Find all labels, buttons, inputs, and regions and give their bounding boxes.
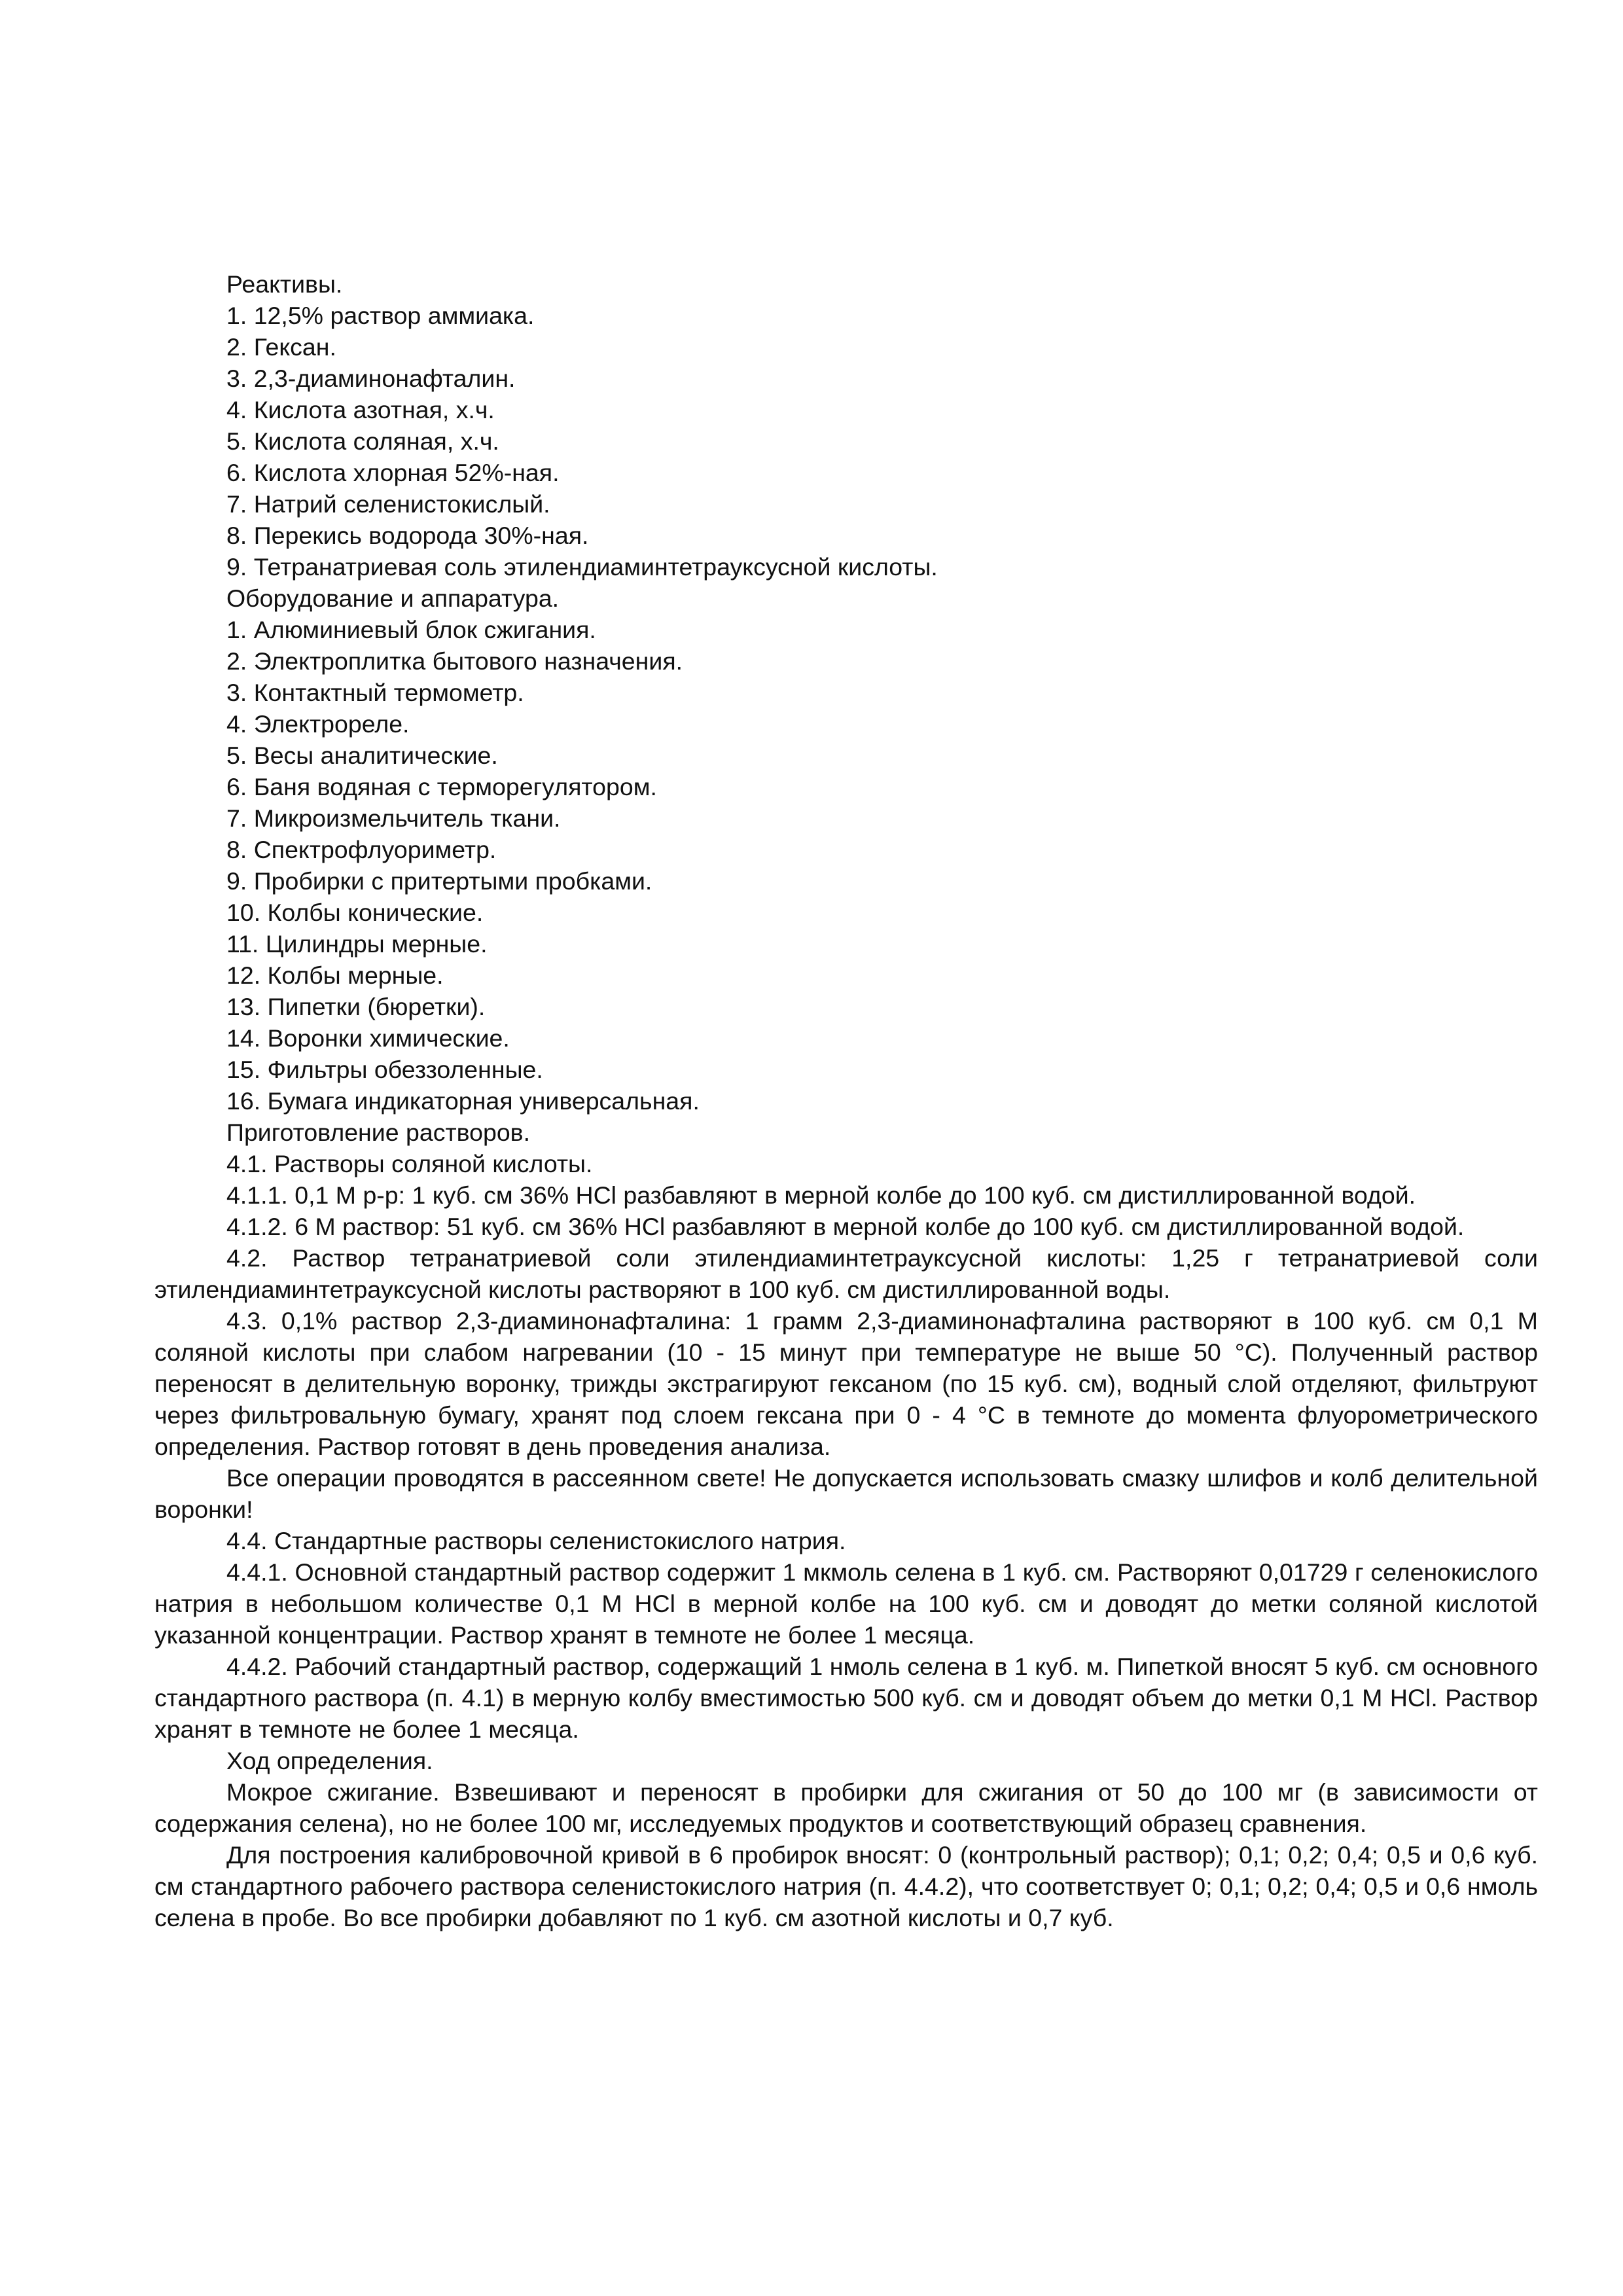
reagent-item: 8. Перекись водорода 30%-ная. xyxy=(226,522,589,549)
equipment-item: 14. Воронки химические. xyxy=(226,1024,510,1052)
equipment-item: 4. Электрореле. xyxy=(226,710,410,738)
reagent-item: 4. Кислота азотная, х.ч. xyxy=(226,396,495,423)
equipment-item: 11. Цилиндры мерные. xyxy=(226,930,488,958)
reagent-item: 7. Натрий селенистокислый. xyxy=(226,490,550,518)
equipment-item: 8. Спектрофлуориметр. xyxy=(226,836,497,863)
paragraph-4-1-2: 4.1.2. 6 М раствор: 51 куб. см 36% HCl разбавляют в мерной колбе до 100 куб. см дистиллированной водой. xyxy=(226,1213,1465,1240)
equipment-item: 2. Электроплитка бытового назначения. xyxy=(226,647,683,675)
equipment-item: 1. Алюминиевый блок сжигания. xyxy=(226,616,596,643)
reagent-item: 6. Кислота хлорная 52%-ная. xyxy=(226,459,560,486)
reagent-item: 2. Гексан. xyxy=(226,333,336,361)
equipment-item: 6. Баня водяная с терморегулятором. xyxy=(226,773,657,800)
procedure-heading: Ход определения. xyxy=(226,1747,433,1774)
reagent-item: 5. Кислота соляная, х.ч. xyxy=(226,427,499,455)
document-page xyxy=(154,268,1538,1933)
equipment-item: 7. Микроизмельчитель ткани. xyxy=(226,804,561,832)
equipment-heading: Оборудование и аппаратура. xyxy=(226,584,560,612)
paragraph-4-1-1: 4.1.1. 0,1 М р-р: 1 куб. см 36% HCl разбавляют в мерной колбе до 100 куб. см дистиллированной водой. xyxy=(226,1181,1416,1209)
section-4-1: 4.1. Растворы соляной кислоты. xyxy=(226,1150,593,1177)
reagent-item: 3. 2,3-диаминонафталин. xyxy=(226,365,516,392)
solutions-heading: Приготовление растворов. xyxy=(226,1119,531,1146)
paragraph-4-2: 4.2. Раствор тетранатриевой соли этилендиаминтетрауксусной кислоты: 1,25 г тетранатриевой соли этилендиаминтетрауксусной кислоты растворяют в 100 куб. см дистиллированной воды. xyxy=(154,1244,1538,1303)
equipment-item: 9. Пробирки с притертыми пробками. xyxy=(226,867,652,895)
equipment-item: 13. Пипетки (бюретки). xyxy=(226,993,486,1020)
paragraph-calibration: Для построения калибровочной кривой в 6 пробирок вносят: 0 (контрольный раствор); 0,1; 0,2; 0,4; 0,5 и 0,6 куб. см стандартного рабочего раствора селенистокислого натрия (п. 4.4.2), что соответствует 0; 0,1; 0,2; 0,4; 0,5 и 0,6 нмоль селена в пробе. Во все пробирки добавляют по 1 куб. см азотной кислоты и 0,7 куб. xyxy=(154,1841,1538,1931)
paragraph-4-3: 4.3. 0,1% раствор 2,3-диаминонафталина: 1 грамм 2,3-диаминонафталина растворяют в 100 куб. см 0,1 М соляной кислоты при слабом нагревании (10 - 15 минут при температуре не выше 50 °С). Полученный раствор переносят в делительную воронку, трижды экстрагируют гексаном (по 15 куб. см), водный слой отделяют, фильтруют через фильтровальную бумагу, хранят под слоем гексана при 0 - 4 °С в темноте до момента флуорометрического определения. Раствор готовят в день проведения анализа. xyxy=(154,1307,1538,1460)
equipment-item: 12. Колбы мерные. xyxy=(226,961,444,989)
paragraph-4-4-2: 4.4.2. Рабочий стандартный раствор, содержащий 1 нмоль селена в 1 куб. м. Пипеткой вносят 5 куб. см основного стандартного раствора (п. 4.1) в мерную колбу вместимостью 500 куб. см и доводят объем до метки 0,1 М HCl. Раствор хранят в темноте не более 1 месяца. xyxy=(154,1653,1538,1743)
equipment-item: 16. Бумага индикаторная универсальная. xyxy=(226,1087,700,1115)
section-4-4: 4.4. Стандартные растворы селенистокислого натрия. xyxy=(226,1527,846,1554)
reagents-heading: Реактивы. xyxy=(226,270,343,298)
equipment-item: 5. Весы аналитические. xyxy=(226,742,498,769)
equipment-item: 10. Колбы конические. xyxy=(226,899,484,926)
paragraph-warning: Все операции проводятся в рассеянном свете! Не допускается использовать смазку шлифов и колб делительной воронки! xyxy=(154,1464,1538,1523)
reagent-item: 1. 12,5% раствор аммиака. xyxy=(226,302,535,329)
paragraph-wet-combustion: Мокрое сжигание. Взвешивают и переносят в пробирки для сжигания от 50 до 100 мг (в зависимости от содержания селена), но не более 100 мг, исследуемых продуктов и соответствующий образец сравнения. xyxy=(154,1778,1538,1837)
equipment-item: 3. Контактный термометр. xyxy=(226,679,524,706)
paragraph-4-4-1: 4.4.1. Основной стандартный раствор содержит 1 мкмоль селена в 1 куб. см. Растворяют 0,01729 г селенокислого натрия в небольшом количестве 0,1 М HCl в мерной колбе на 100 куб. см и доводят до метки соляной кислотой указанной концентрации. Раствор хранят в темноте не более 1 месяца. xyxy=(154,1558,1538,1649)
equipment-item: 15. Фильтры обеззоленные. xyxy=(226,1056,543,1083)
reagent-item: 9. Тетранатриевая соль этилендиаминтетрауксусной кислоты. xyxy=(226,553,938,581)
